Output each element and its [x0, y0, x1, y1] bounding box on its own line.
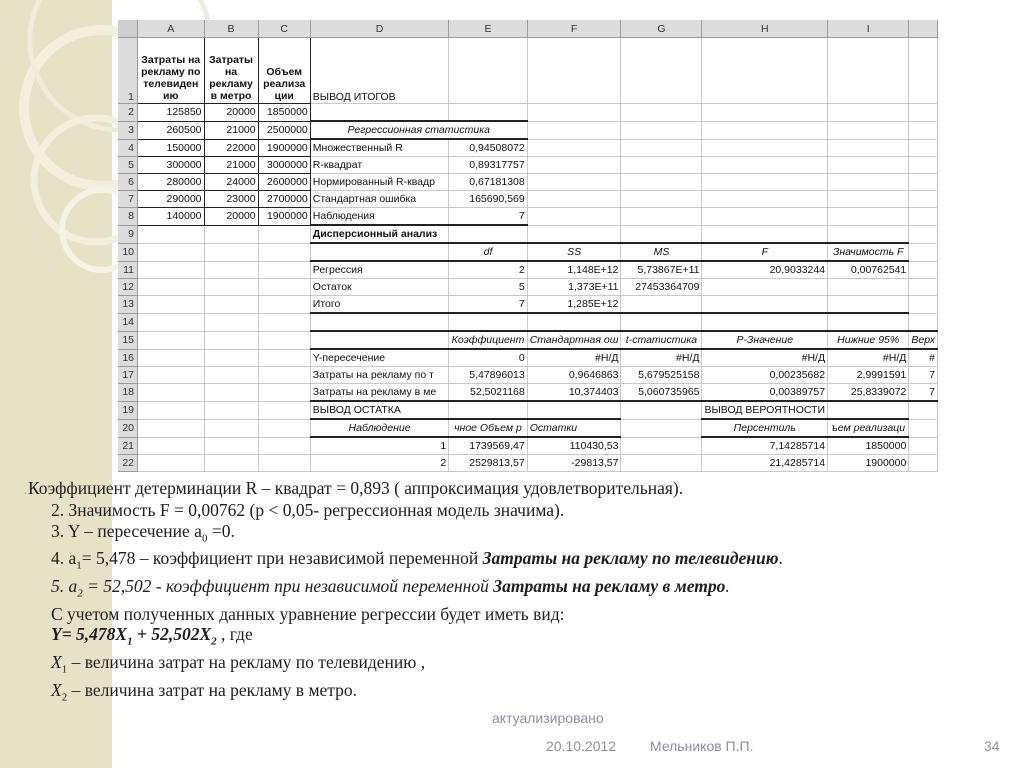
sheet-cell[interactable] [138, 349, 205, 367]
conclusion-line-1: .Коэффициент детерминации R – квадрат = 0,893 ( аппроксимация удовлетворительная). [24, 478, 684, 498]
sheet-cell[interactable] [310, 104, 448, 122]
regression-stats-title[interactable]: Регрессионная статистика [310, 121, 527, 139]
stat-label[interactable]: Наблюдения [310, 208, 448, 226]
sheet-cell[interactable] [258, 313, 310, 331]
anova-cell[interactable]: 0,00762541 [828, 261, 909, 279]
sheet-cell[interactable] [702, 104, 828, 122]
coef-cell[interactable]: 0,9646863 [527, 367, 621, 384]
sheet-cell[interactable] [138, 419, 205, 437]
sheet-cell[interactable] [204, 225, 258, 243]
variable-x1-definition: $X_1$ – величина затрат на рекламу по телевидению , [51, 652, 426, 676]
sheet-cell[interactable] [828, 157, 909, 174]
data-cell[interactable]: 150000 [138, 139, 205, 157]
sheet-cell[interactable] [138, 243, 205, 261]
sheet-cell[interactable] [909, 401, 938, 419]
data-cell[interactable]: 21000 [204, 157, 258, 174]
header-cell-metro-ads[interactable]: Затраты на рекламу в метро [204, 38, 258, 104]
sheet-cell[interactable] [621, 419, 702, 437]
sheet-cell[interactable] [138, 296, 205, 314]
anova-cell[interactable]: 1,373E+11 [527, 279, 621, 296]
sheet-cell[interactable] [258, 243, 310, 261]
sheet-cell[interactable] [204, 349, 258, 367]
residual-cell[interactable]: 1739569,47 [449, 437, 527, 455]
sheet-cell[interactable] [204, 419, 258, 437]
sheet-cell[interactable] [449, 225, 527, 243]
row-header[interactable]: 15 [118, 331, 138, 349]
sheet-cell[interactable] [621, 401, 702, 419]
coef-header[interactable]: Коэффициент [449, 331, 527, 349]
sheet-cell[interactable] [258, 261, 310, 279]
residual-header[interactable]: Наблюдение [310, 419, 448, 437]
sheet-cell[interactable] [258, 225, 310, 243]
sheet-cell[interactable] [527, 401, 621, 419]
coef-cell[interactable]: 5,679525158 [621, 367, 702, 384]
sheet-cell[interactable] [621, 437, 702, 455]
header-cell-sales-volume[interactable]: Объем реализа ции [258, 38, 310, 104]
data-cell[interactable]: 2700000 [258, 191, 310, 208]
anova-row-label[interactable]: Остаток [310, 279, 448, 296]
sheet-cell[interactable] [449, 401, 527, 419]
sheet-cell[interactable] [621, 104, 702, 122]
data-cell[interactable]: 20000 [204, 208, 258, 226]
sheet-cell[interactable] [527, 225, 621, 243]
data-cell[interactable]: 125850 [138, 104, 205, 122]
conclusion-line-4: 4. $a_1= 5,478$ – коэффициент при независимой переменной Затраты на рекламу по телевидению. [51, 548, 783, 572]
coef-cell[interactable]: 0 [449, 349, 527, 367]
sheet-cell[interactable] [909, 225, 938, 243]
column-header[interactable]: D [310, 20, 448, 38]
residual-cell[interactable]: 2 [310, 455, 448, 472]
sheet-cell[interactable] [909, 296, 938, 314]
column-header[interactable]: H [702, 20, 828, 38]
sheet-cell[interactable] [828, 313, 909, 331]
stat-value[interactable]: 165690,569 [449, 191, 527, 208]
data-cell[interactable]: 22000 [204, 139, 258, 157]
coef-cell[interactable]: 25,8339072 [828, 384, 909, 402]
sheet-cell[interactable] [909, 139, 938, 157]
sheet-cell[interactable] [621, 121, 702, 139]
data-cell[interactable]: 1850000 [258, 104, 310, 122]
probability-header[interactable]: ъем реализаци [828, 419, 909, 437]
probability-output-title[interactable]: ВЫВОД ВЕРОЯТНОСТИ [702, 401, 828, 419]
sheet-cell[interactable] [621, 191, 702, 208]
sheet-cell[interactable] [527, 191, 621, 208]
row-header[interactable]: 1 [118, 38, 138, 104]
sheet-cell[interactable] [204, 243, 258, 261]
spreadsheet-screenshot [118, 20, 938, 469]
coef-cell[interactable]: #Н/Д [702, 349, 828, 367]
residual-header[interactable]: чное Объем р [449, 419, 527, 437]
sheet-cell[interactable] [909, 419, 938, 437]
sheet-cell[interactable] [621, 208, 702, 226]
coef-cell[interactable]: # [909, 349, 938, 367]
row-header[interactable]: 14 [118, 313, 138, 331]
anova-cell[interactable]: 27453364709 [621, 279, 702, 296]
sheet-cell[interactable] [449, 104, 527, 122]
row-header[interactable]: 18 [118, 384, 138, 402]
row-header[interactable]: 17 [118, 367, 138, 384]
anova-cell[interactable]: 7 [449, 296, 527, 314]
footer-updated-label: актуализировано [492, 710, 604, 726]
summary-output-title[interactable]: ВЫВОД ИТОГОВ [310, 38, 448, 104]
anova-cell[interactable]: 5 [449, 279, 527, 296]
regression-output-table [118, 20, 938, 472]
data-cell[interactable]: 280000 [138, 174, 205, 191]
data-cell[interactable]: 21000 [204, 121, 258, 139]
coef-cell[interactable]: #Н/Д [621, 349, 702, 367]
sheet-cell[interactable] [909, 121, 938, 139]
sheet-cell[interactable] [310, 313, 448, 331]
sheet-cell[interactable] [909, 38, 938, 104]
sheet-cell[interactable] [828, 174, 909, 191]
sheet-cell[interactable] [138, 455, 205, 472]
sheet-cell[interactable] [909, 174, 938, 191]
row-header[interactable]: 19 [118, 401, 138, 419]
coef-row-label[interactable]: Y-пересечение [310, 349, 448, 367]
data-cell[interactable]: 2500000 [258, 121, 310, 139]
coef-cell[interactable]: #Н/Д [828, 349, 909, 367]
sheet-cell[interactable] [258, 437, 310, 455]
sheet-cell[interactable] [828, 139, 909, 157]
row-header[interactable]: 7 [118, 191, 138, 208]
anova-header[interactable]: MS [621, 243, 702, 261]
sheet-cell[interactable] [527, 174, 621, 191]
conclusion-line-6: С учетом полученных данных уравнение регрессии будет иметь вид: [51, 603, 565, 624]
sheet-cell[interactable] [258, 455, 310, 472]
data-cell[interactable]: 3000000 [258, 157, 310, 174]
sheet-cell[interactable] [138, 384, 205, 402]
row-header[interactable]: 2 [118, 104, 138, 122]
data-cell[interactable]: 290000 [138, 191, 205, 208]
coef-cell[interactable]: #Н/Д [527, 349, 621, 367]
sheet-cell[interactable] [702, 38, 828, 104]
sheet-cell[interactable] [258, 296, 310, 314]
data-cell[interactable]: 24000 [204, 174, 258, 191]
sheet-cell[interactable] [258, 384, 310, 402]
sheet-cell[interactable] [138, 331, 205, 349]
anova-header[interactable]: F [702, 243, 828, 261]
sheet-cell[interactable] [828, 38, 909, 104]
row-header[interactable]: 13 [118, 296, 138, 314]
sheet-cell[interactable] [138, 437, 205, 455]
coef-header[interactable]: t-статистика [621, 331, 702, 349]
footer-page-number: 34 [984, 738, 1000, 754]
sheet-cell[interactable] [527, 157, 621, 174]
sheet-cell[interactable] [909, 243, 938, 261]
column-header[interactable]: C [258, 20, 310, 38]
bullet-dot-icon: . [24, 483, 27, 497]
sheet-cell[interactable] [621, 38, 702, 104]
column-header[interactable]: B [204, 20, 258, 38]
sheet-cell[interactable] [702, 296, 828, 314]
sheet-cell[interactable] [204, 367, 258, 384]
sheet-cell[interactable] [258, 279, 310, 296]
row-header[interactable]: 22 [118, 455, 138, 472]
stat-label[interactable]: Нормированный R-квадр [310, 174, 448, 191]
sheet-cell[interactable] [702, 191, 828, 208]
sheet-cell[interactable] [204, 384, 258, 402]
data-cell[interactable]: 20000 [204, 104, 258, 122]
sheet-cell[interactable] [138, 279, 205, 296]
data-cell[interactable]: 1900000 [258, 208, 310, 226]
sheet-cell[interactable] [828, 208, 909, 226]
footer-author: Мельников П.П. [650, 738, 754, 754]
regression-equation: $Y= 5,478X_1 + 52,502X_2$ , где [51, 624, 253, 648]
coef-row-label[interactable]: Затраты на рекламу по т [310, 367, 448, 384]
data-cell[interactable]: 140000 [138, 208, 205, 226]
sheet-cell[interactable] [909, 261, 938, 279]
row-header[interactable]: 4 [118, 139, 138, 157]
sheet-cell[interactable] [909, 208, 938, 226]
sheet-cell[interactable] [310, 243, 448, 261]
column-header[interactable]: I [828, 20, 909, 38]
stat-value[interactable]: 0,67181308 [449, 174, 527, 191]
conclusions-text [24, 478, 1014, 708]
coef-cell[interactable]: 7 [909, 367, 938, 384]
coef-cell[interactable]: 5,060735965 [621, 384, 702, 402]
probability-cell[interactable]: 21,4285714 [702, 455, 828, 472]
row-header[interactable]: 5 [118, 157, 138, 174]
sheet-cell[interactable] [204, 401, 258, 419]
sheet-cell[interactable] [204, 261, 258, 279]
anova-header[interactable]: SS [527, 243, 621, 261]
data-cell[interactable]: 23000 [204, 191, 258, 208]
data-cell[interactable]: 1900000 [258, 139, 310, 157]
footer-date: 20.10.2012 [546, 738, 617, 754]
probability-header[interactable]: Персентиль [702, 419, 828, 437]
coef-cell[interactable]: 10,374403 [527, 384, 621, 402]
anova-row-label[interactable]: Регрессия [310, 261, 448, 279]
anova-header[interactable]: Значимость F [828, 243, 909, 261]
sheet-cell[interactable] [828, 279, 909, 296]
coef-cell[interactable]: 7 [909, 384, 938, 402]
data-cell[interactable]: 260500 [138, 121, 205, 139]
sheet-cell[interactable] [621, 225, 702, 243]
coef-header[interactable]: Нижние 95% [828, 331, 909, 349]
sheet-cell[interactable] [621, 174, 702, 191]
sheet-cell[interactable] [449, 38, 527, 104]
column-header[interactable]: E [449, 20, 527, 38]
sheet-cell[interactable] [527, 104, 621, 122]
conclusion-line-3: 3. Y – пересечение $a_0 =0$. [51, 520, 235, 545]
sheet-cell[interactable] [310, 331, 448, 349]
probability-cell[interactable]: 1900000 [828, 455, 909, 472]
sheet-cell[interactable] [527, 139, 621, 157]
column-header[interactable] [909, 20, 938, 38]
sheet-cell[interactable] [138, 313, 205, 331]
anova-cell[interactable]: 5,73867E+11 [621, 261, 702, 279]
sheet-cell[interactable] [702, 157, 828, 174]
coef-row-label[interactable]: Затраты на рекламу в ме [310, 384, 448, 402]
coef-cell[interactable]: 52,5021168 [449, 384, 527, 402]
sheet-cell[interactable] [702, 174, 828, 191]
coef-cell[interactable]: 0,00235682 [702, 367, 828, 384]
residual-output-title[interactable]: ВЫВОД ОСТАТКА [310, 401, 448, 419]
row-header[interactable]: 20 [118, 419, 138, 437]
data-cell[interactable]: 300000 [138, 157, 205, 174]
sheet-cell[interactable] [527, 38, 621, 104]
coef-cell[interactable]: 5,47896013 [449, 367, 527, 384]
sheet-cell[interactable] [258, 367, 310, 384]
sheet-cell[interactable] [621, 455, 702, 472]
anova-row-label[interactable]: Итого [310, 296, 448, 314]
sheet-cell[interactable] [527, 313, 621, 331]
sheet-cell[interactable] [527, 208, 621, 226]
sheet-cell[interactable] [909, 455, 938, 472]
sheet-cell[interactable] [828, 104, 909, 122]
sheet-cell[interactable] [527, 121, 621, 139]
sheet-cell[interactable] [909, 191, 938, 208]
sheet-cell[interactable] [621, 157, 702, 174]
sheet-cell[interactable] [828, 401, 909, 419]
row-header[interactable]: 12 [118, 279, 138, 296]
sheet-cell[interactable] [204, 279, 258, 296]
column-header[interactable]: F [527, 20, 621, 38]
sheet-cell[interactable] [828, 121, 909, 139]
stat-value[interactable]: 0,94508072 [449, 139, 527, 157]
sheet-cell[interactable] [138, 401, 205, 419]
residual-header[interactable]: Остатки [527, 419, 621, 437]
anova-cell[interactable]: 1,285E+12 [527, 296, 621, 314]
sheet-cell[interactable] [449, 313, 527, 331]
probability-cell[interactable]: 7,14285714 [702, 437, 828, 455]
stat-label[interactable]: Стандартная ошибка [310, 191, 448, 208]
row-header[interactable]: 6 [118, 174, 138, 191]
sheet-cell[interactable] [702, 225, 828, 243]
sheet-cell[interactable] [258, 401, 310, 419]
sheet-cell[interactable] [828, 191, 909, 208]
sheet-cell[interactable] [138, 261, 205, 279]
stat-value[interactable]: 7 [449, 208, 527, 226]
coef-header[interactable]: Стандартная ош [527, 331, 621, 349]
sheet-cell[interactable] [909, 104, 938, 122]
coef-header[interactable]: P-Значение [702, 331, 828, 349]
stat-label[interactable]: R-квадрат [310, 157, 448, 174]
sheet-cell[interactable] [909, 157, 938, 174]
probability-cell[interactable]: 1850000 [828, 437, 909, 455]
sheet-cell[interactable] [621, 296, 702, 314]
sheet-cell[interactable] [909, 279, 938, 296]
sheet-cell[interactable] [258, 349, 310, 367]
sheet-cell[interactable] [702, 208, 828, 226]
row-header[interactable]: 3 [118, 121, 138, 139]
variable-x2-definition: $X_2$ – величина затрат на рекламу в метро. [51, 679, 358, 704]
row-header[interactable]: 9 [118, 225, 138, 243]
sheet-cell[interactable] [909, 313, 938, 331]
sheet-cell[interactable] [621, 313, 702, 331]
sheet-cell[interactable] [258, 419, 310, 437]
row-header[interactable]: 21 [118, 437, 138, 455]
stat-value[interactable]: 0,89317757 [449, 157, 527, 174]
sheet-cell[interactable] [204, 437, 258, 455]
header-cell-tv-ads[interactable]: Затраты на рекламу по телевиден ию [138, 38, 205, 104]
row-header[interactable]: 8 [118, 208, 138, 226]
coef-cell[interactable]: 2,9991591 [828, 367, 909, 384]
stat-label[interactable]: Множественный R [310, 139, 448, 157]
sheet-cell[interactable] [828, 296, 909, 314]
conclusion-line-5: 5. $a_2 = 52,502$ - коэффициент при независимой переменной Затраты на рекламу в метро. [51, 576, 730, 600]
sheet-cell[interactable] [702, 279, 828, 296]
anova-cell[interactable]: 20,9033244 [702, 261, 828, 279]
sheet-cell[interactable] [828, 225, 909, 243]
sheet-cell[interactable] [204, 296, 258, 314]
conclusion-line-2: 2. Значимость F = 0,00762 (p < 0,05- регрессионная модель значима). [51, 500, 565, 521]
sheet-cell[interactable] [702, 313, 828, 331]
anova-cell[interactable]: 2 [449, 261, 527, 279]
coef-header[interactable]: Верх [909, 331, 938, 349]
row-header[interactable]: 11 [118, 261, 138, 279]
anova-title[interactable]: Дисперсионный анализ [310, 225, 448, 243]
sheet-cell[interactable] [204, 331, 258, 349]
residual-cell[interactable]: 2529813,57 [449, 455, 527, 472]
sheet-cell[interactable] [204, 455, 258, 472]
sheet-cell[interactable] [909, 437, 938, 455]
sheet-cell[interactable] [258, 331, 310, 349]
sheet-cell[interactable] [204, 313, 258, 331]
sheet-cell[interactable] [621, 139, 702, 157]
sheet-cell[interactable] [138, 225, 205, 243]
sheet-cell[interactable] [702, 121, 828, 139]
column-header[interactable]: A [138, 20, 205, 38]
anova-header[interactable]: df [449, 243, 527, 261]
anova-cell[interactable]: 1,148E+12 [527, 261, 621, 279]
coef-cell[interactable]: 0,00389757 [702, 384, 828, 402]
sheet-cell[interactable] [138, 367, 205, 384]
residual-cell[interactable]: 1 [310, 437, 448, 455]
sheet-cell[interactable] [702, 139, 828, 157]
residual-cell[interactable]: 110430,53 [527, 437, 621, 455]
residual-cell[interactable]: -29813,57 [527, 455, 621, 472]
row-header[interactable]: 16 [118, 349, 138, 367]
row-header[interactable]: 10 [118, 243, 138, 261]
data-cell[interactable]: 2600000 [258, 174, 310, 191]
column-header[interactable]: G [621, 20, 702, 38]
sheet-corner[interactable] [118, 20, 138, 38]
